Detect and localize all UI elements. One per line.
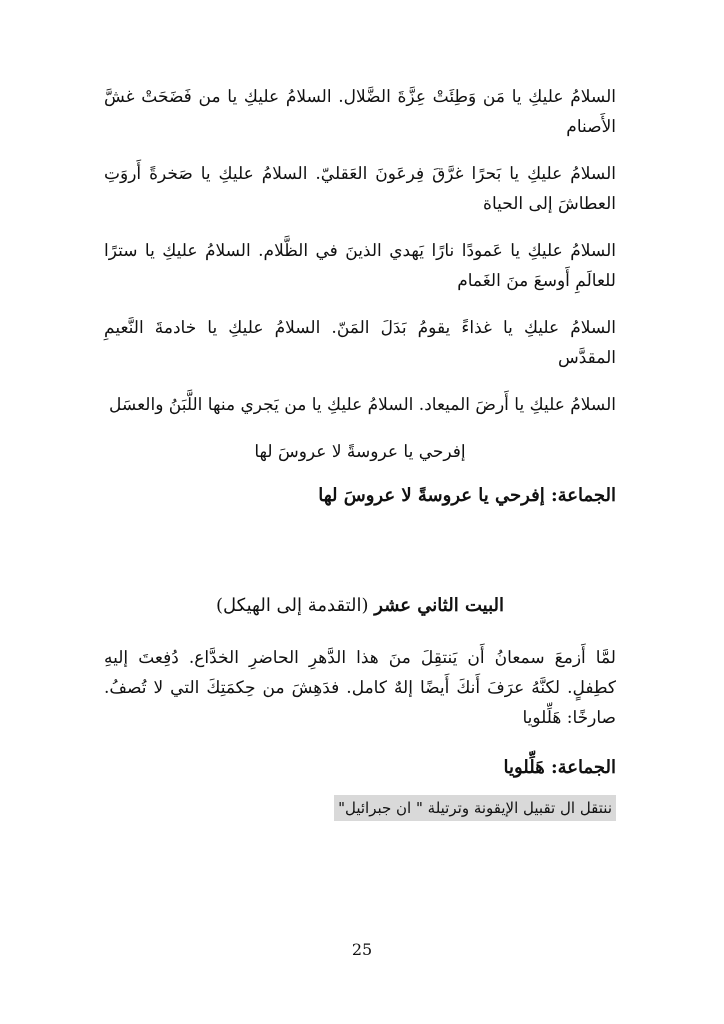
section-heading-subtitle: (التقدمة إلى الهيكل) (216, 595, 369, 616)
salutation-paragraph-1: السلامُ عليكِ يا مَن وَطِئَتْ عِزَّةَ الضَّلال. السلامُ عليكِ يا من فَضَحَتْ غشَّ الأَصنام (104, 87, 616, 137)
document-body (104, 82, 616, 821)
salutation-paragraph-2: السلامُ عليكِ يا بَحرًا غرَّقَ فِرعَونَ العَقليّ. السلامُ عليكِ يا صَخرةً أَروَتِ العطاشَ إلى الحياة (104, 164, 616, 214)
refrain-line: إفرحي يا عروسةً لا عروسَ لها (254, 442, 466, 462)
section-heading (104, 591, 616, 621)
salutation-paragraph-4: السلامُ عليكِ يا غذاءً يقومُ بَدَلَ المَنّ. السلامُ عليكِ يا خادمةَ النَّعيمِ المقدَّس (104, 318, 616, 368)
verse-paragraph: لمَّا أَزمعَ سمعانُ أَن يَنتقِلَ منَ هذا الدَّهرِ الحاضرِ الخدَّاع. دُفِعتَ إليهِ كطِفلٍ. لكنَّهُ عرَفَ أَنكَ أَيضًا إلهٌ كامل. فدَهِشَ من حِكمَتِكَ التي لا تُصفُ. صارخًا: هَلِّلويا (104, 648, 616, 728)
note-line (104, 795, 616, 821)
section-heading-title: البيت الثاني عشر (374, 595, 504, 616)
salutation-paragraph-3: السلامُ عليكِ يا عَمودًا نارًا يَهدي الذينَ في الظَّلام. السلامُ عليكِ يا سترًا للعالَمِ أَوسعَ منَ الغَمام (104, 241, 616, 291)
page-number: 25 (351, 940, 373, 959)
salutation-paragraph-5: السلامُ عليكِ يا أَرضَ الميعاد. السلامُ عليكِ يا من يَجري منها اللَّبَنُ والعسَل (109, 395, 616, 415)
chorus-response-1: الجماعة: إفرحي يا عروسةً لا عروسَ لها (318, 485, 616, 506)
highlighted-note: ننتقل ال تقبيل الإيقونة وترتيلة " ان جبرائيل" (334, 795, 616, 821)
chorus-response-2: الجماعة: هَلِّلويا (503, 757, 616, 778)
